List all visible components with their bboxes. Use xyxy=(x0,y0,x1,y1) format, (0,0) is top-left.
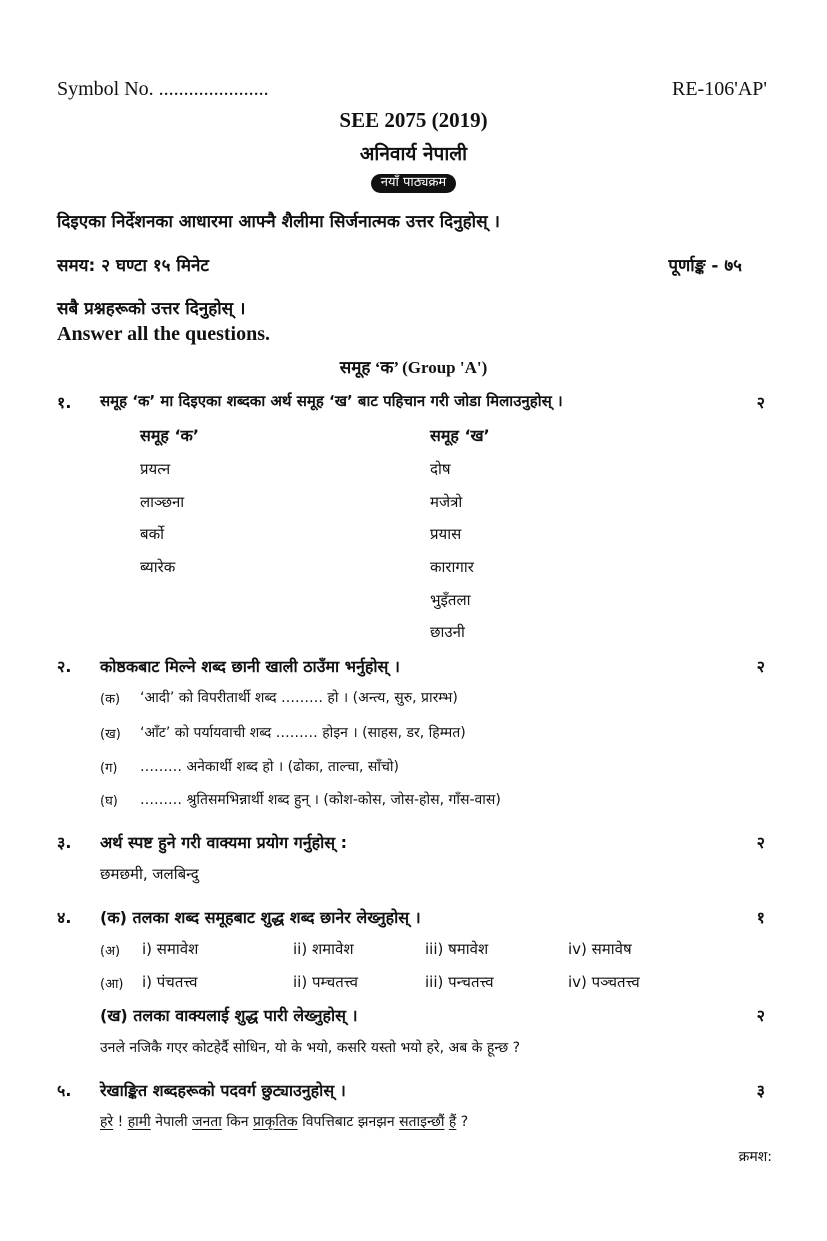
paper-code: RE-106'AP' xyxy=(672,78,767,100)
underlined-word: हैं xyxy=(448,1114,457,1130)
underlined-word: जनता xyxy=(192,1114,222,1130)
q1-col-a-item: बर्को xyxy=(140,525,164,543)
q2-item-label: (ग) xyxy=(100,761,118,776)
q5-number: ५. xyxy=(57,1081,72,1100)
time-allowed: समय: २ घण्टा १५ मिनेट xyxy=(57,256,209,276)
underlined-word: सताइन्छौं xyxy=(399,1114,445,1130)
q4-option: i) पंचतत्त्व xyxy=(142,973,198,991)
q1-col-a-item: ब्यारेक xyxy=(140,558,176,576)
q4b-sentence: उनले नजिकै गएर कोटहेर्दै सोधिन, यो के भयो, कसरि यस्तो भयो हरे, अब के हून्छ ? xyxy=(100,1040,521,1056)
q2-item-label: (क) xyxy=(100,692,121,707)
curriculum-badge-wrap xyxy=(0,171,827,190)
curriculum-badge: नयाँ पाठ्यक्रम xyxy=(371,174,456,193)
sentence-part: नेपाली xyxy=(150,1114,193,1130)
q4-option: iv) पञ्चतत्त्व xyxy=(568,973,640,991)
q5-marks: ३ xyxy=(756,1081,765,1100)
subject-title: अनिवार्य नेपाली xyxy=(359,143,468,165)
exam-title: SEE 2075 (2019) xyxy=(339,108,488,132)
sentence-part: ! xyxy=(113,1114,128,1130)
q4a-marks: १ xyxy=(756,908,765,927)
sentence-part: विपत्तिबाट झनझन xyxy=(297,1114,400,1130)
sentence-part: ? xyxy=(456,1114,469,1130)
q1-marks: २ xyxy=(756,393,765,412)
q4b-text: (ख) तलका वाक्यलाई शुद्ध पारी लेख्नुहोस् । xyxy=(100,1006,358,1025)
q1-text: समूह ‘क’ मा दिइएका शब्दका अर्थ समूह ‘ख’ बाट पहिचान गरी जोडा मिलाउनुहोस् । xyxy=(100,392,563,410)
q1-col-a-title: समूह ‘क’ xyxy=(140,426,199,445)
q1-col-b-item: भुइँतला xyxy=(430,591,471,609)
underlined-word: हरे xyxy=(100,1114,114,1130)
q3-text: अर्थ स्पष्ट हुने गरी वाक्यमा प्रयोग गर्नुहोस् : xyxy=(100,833,348,852)
symbol-number: Symbol No. ...................... xyxy=(57,78,269,100)
q2-item-label: (घ) xyxy=(100,794,118,809)
q4-option: iii) पन्चतत्त्व xyxy=(425,973,494,991)
q1-col-b-item: मजेत्रो xyxy=(430,493,463,511)
general-instruction: दिइएका निर्देशनका आधारमा आफ्नै शैलीमा सिर्जनात्मक उत्तर दिनुहोस् । xyxy=(57,212,500,232)
q2-number: २. xyxy=(57,657,72,676)
q2-marks: २ xyxy=(756,657,765,676)
q4-option: ii) पम्चतत्त्व xyxy=(293,973,358,991)
q4-row-label: (अ) xyxy=(100,944,121,959)
q1-col-b-item: प्रयास xyxy=(430,525,462,543)
q1-number: १. xyxy=(57,393,72,412)
q3-marks: २ xyxy=(756,833,765,852)
q4-option: iii) षमावेश xyxy=(425,940,489,958)
q2-item-text: ……… अनेकार्थी शब्द हो । (ढोका, ताल्चा, साँचो) xyxy=(140,759,399,775)
sentence-part: किन xyxy=(221,1114,253,1130)
q3-words: छमछमी, जलबिन्दु xyxy=(100,865,199,883)
group-heading: समूह ‘क’ (Group 'A') xyxy=(339,358,488,377)
q4-row-label: (आ) xyxy=(100,977,124,992)
q1-col-b-item: छाउनी xyxy=(430,623,465,641)
q4-number: ४. xyxy=(57,908,72,927)
q4-option: ii) शमावेश xyxy=(293,940,354,958)
q2-item-label: (ख) xyxy=(100,727,121,742)
q1-col-a-item: लाञ्छना xyxy=(140,493,185,511)
q1-col-b-item: कारागार xyxy=(430,558,474,576)
q1-col-b-title: समूह ‘ख’ xyxy=(430,426,490,445)
q2-text: कोष्ठकबाट मिल्ने शब्द छानी खाली ठाउँमा भर्नुहोस् । xyxy=(100,657,400,676)
answer-all-nepali: सबै प्रश्नहरूको उत्तर दिनुहोस् । xyxy=(57,299,246,319)
q2-item-text: ‘आँट’ को पर्यायवाची शब्द ……… होइन । (साहस, डर, हिम्मत) xyxy=(140,725,466,741)
underlined-word: हामी xyxy=(127,1114,151,1130)
q4-option: i) समावेश xyxy=(142,940,199,958)
q1-col-b-item: दोष xyxy=(430,460,451,478)
continued-note: क्रमश: xyxy=(738,1149,772,1165)
underlined-word: प्राकृतिक xyxy=(252,1114,298,1130)
q5-sentence xyxy=(100,1112,468,1131)
q2-item-text: ……… श्रुतिसमभिन्नार्थी शब्द हुन् । (कोश-कोस, जोस-होस, गाँस-वास) xyxy=(140,792,501,808)
q2-item-text: ‘आदी’ को विपरीतार्थी शब्द ……… हो । (अन्त्य, सुरु, प्रारम्भ) xyxy=(140,690,458,706)
q3-number: ३. xyxy=(57,833,72,852)
q4b-marks: २ xyxy=(756,1006,765,1025)
q1-col-a-item: प्रयत्न xyxy=(140,460,171,478)
q4-option: iv) समावेष xyxy=(568,940,632,958)
full-marks: पूर्णाङ्क - ७५ xyxy=(668,256,742,276)
answer-all-english: Answer all the questions. xyxy=(57,323,270,345)
q5-text: रेखाङ्कित शब्दहरूको पदवर्ग छुट्याउनुहोस् । xyxy=(100,1081,346,1100)
q4a-text: (क) तलका शब्द समूहबाट शुद्ध शब्द छानेर लेख्नुहोस् । xyxy=(100,908,421,927)
